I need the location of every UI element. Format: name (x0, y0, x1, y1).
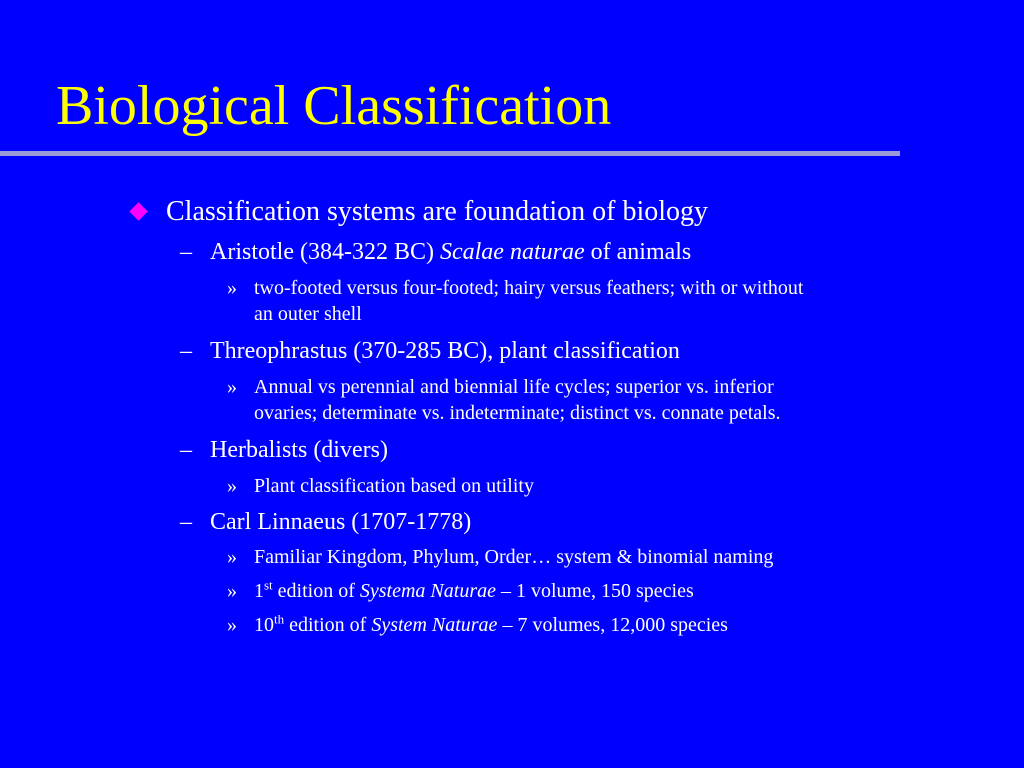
threophrastus-sub-line2: ovaries; determinate vs. indeterminate; distinct vs. connate petals. (254, 402, 781, 424)
raquo-marker: » (227, 546, 237, 568)
slide-title: Biological Classification (56, 75, 612, 137)
dash-marker: – (180, 338, 192, 364)
bullet-herbalists (180, 436, 388, 464)
aristotle-italic: Scalae naturae (439, 239, 585, 265)
aristotle-sub-line1: two-footed versus four-footed; hairy versus feathers; with or without (254, 277, 804, 299)
sub-bullet-herbalists (227, 473, 534, 499)
sub-bullet-linnaeus-3 (227, 611, 728, 638)
bullet-aristotle (180, 238, 692, 266)
aristotle-text-after: of animals (584, 239, 692, 265)
main-bullet-text: Classification systems are foundation of biology (166, 196, 709, 227)
linnaeus-sub3-num: 10 (254, 614, 274, 636)
herbalists-text: Herbalists (divers) (210, 437, 388, 463)
sub-bullet-linnaeus-2 (227, 577, 694, 604)
linnaeus-text: Carl Linnaeus (1707-1778) (210, 509, 472, 535)
raquo-marker: » (227, 580, 237, 602)
linnaeus-sub3-sup: th (274, 611, 285, 627)
linnaeus-sub2-after: – 1 volume, 150 species (495, 580, 694, 602)
linnaeus-sub2-italic: Systema Naturae (359, 580, 496, 602)
dash-marker: – (180, 239, 192, 265)
herbalists-sub: Plant classification based on utility (254, 475, 534, 497)
raquo-marker: » (227, 376, 237, 398)
linnaeus-sub2-before: edition of (272, 580, 360, 602)
bullet-linnaeus (180, 508, 472, 536)
sub-bullet-linnaeus-1 (227, 544, 774, 570)
raquo-marker: » (227, 614, 237, 636)
sub-bullet-threophrastus (227, 374, 781, 426)
linnaeus-sub1: Familiar Kingdom, Phylum, Order… system & binomial naming (254, 546, 774, 568)
raquo-marker: » (227, 277, 237, 299)
linnaeus-sub3-after: – 7 volumes, 12,000 species (497, 614, 728, 636)
sub-bullet-aristotle (227, 275, 804, 327)
bullet-threophrastus (180, 337, 680, 365)
threophrastus-text: Threophrastus (370-285 BC), plant classification (210, 338, 680, 364)
dash-marker: – (180, 509, 192, 535)
linnaeus-sub2-num: 1 (254, 580, 264, 602)
dash-marker: – (180, 437, 192, 463)
raquo-marker: » (227, 475, 237, 497)
main-bullet (166, 196, 708, 228)
linnaeus-sub2-sup: st (264, 577, 273, 593)
linnaeus-sub3-italic: System Naturae (371, 614, 498, 636)
aristotle-sub-line2: an outer shell (254, 303, 362, 325)
aristotle-text-before: Aristotle (384-322 BC) (210, 239, 440, 265)
threophrastus-sub-line1: Annual vs perennial and biennial life cycles; superior vs. inferior (254, 376, 774, 398)
diamond-bullet-icon (129, 202, 147, 220)
linnaeus-sub3-before: edition of (284, 614, 372, 636)
